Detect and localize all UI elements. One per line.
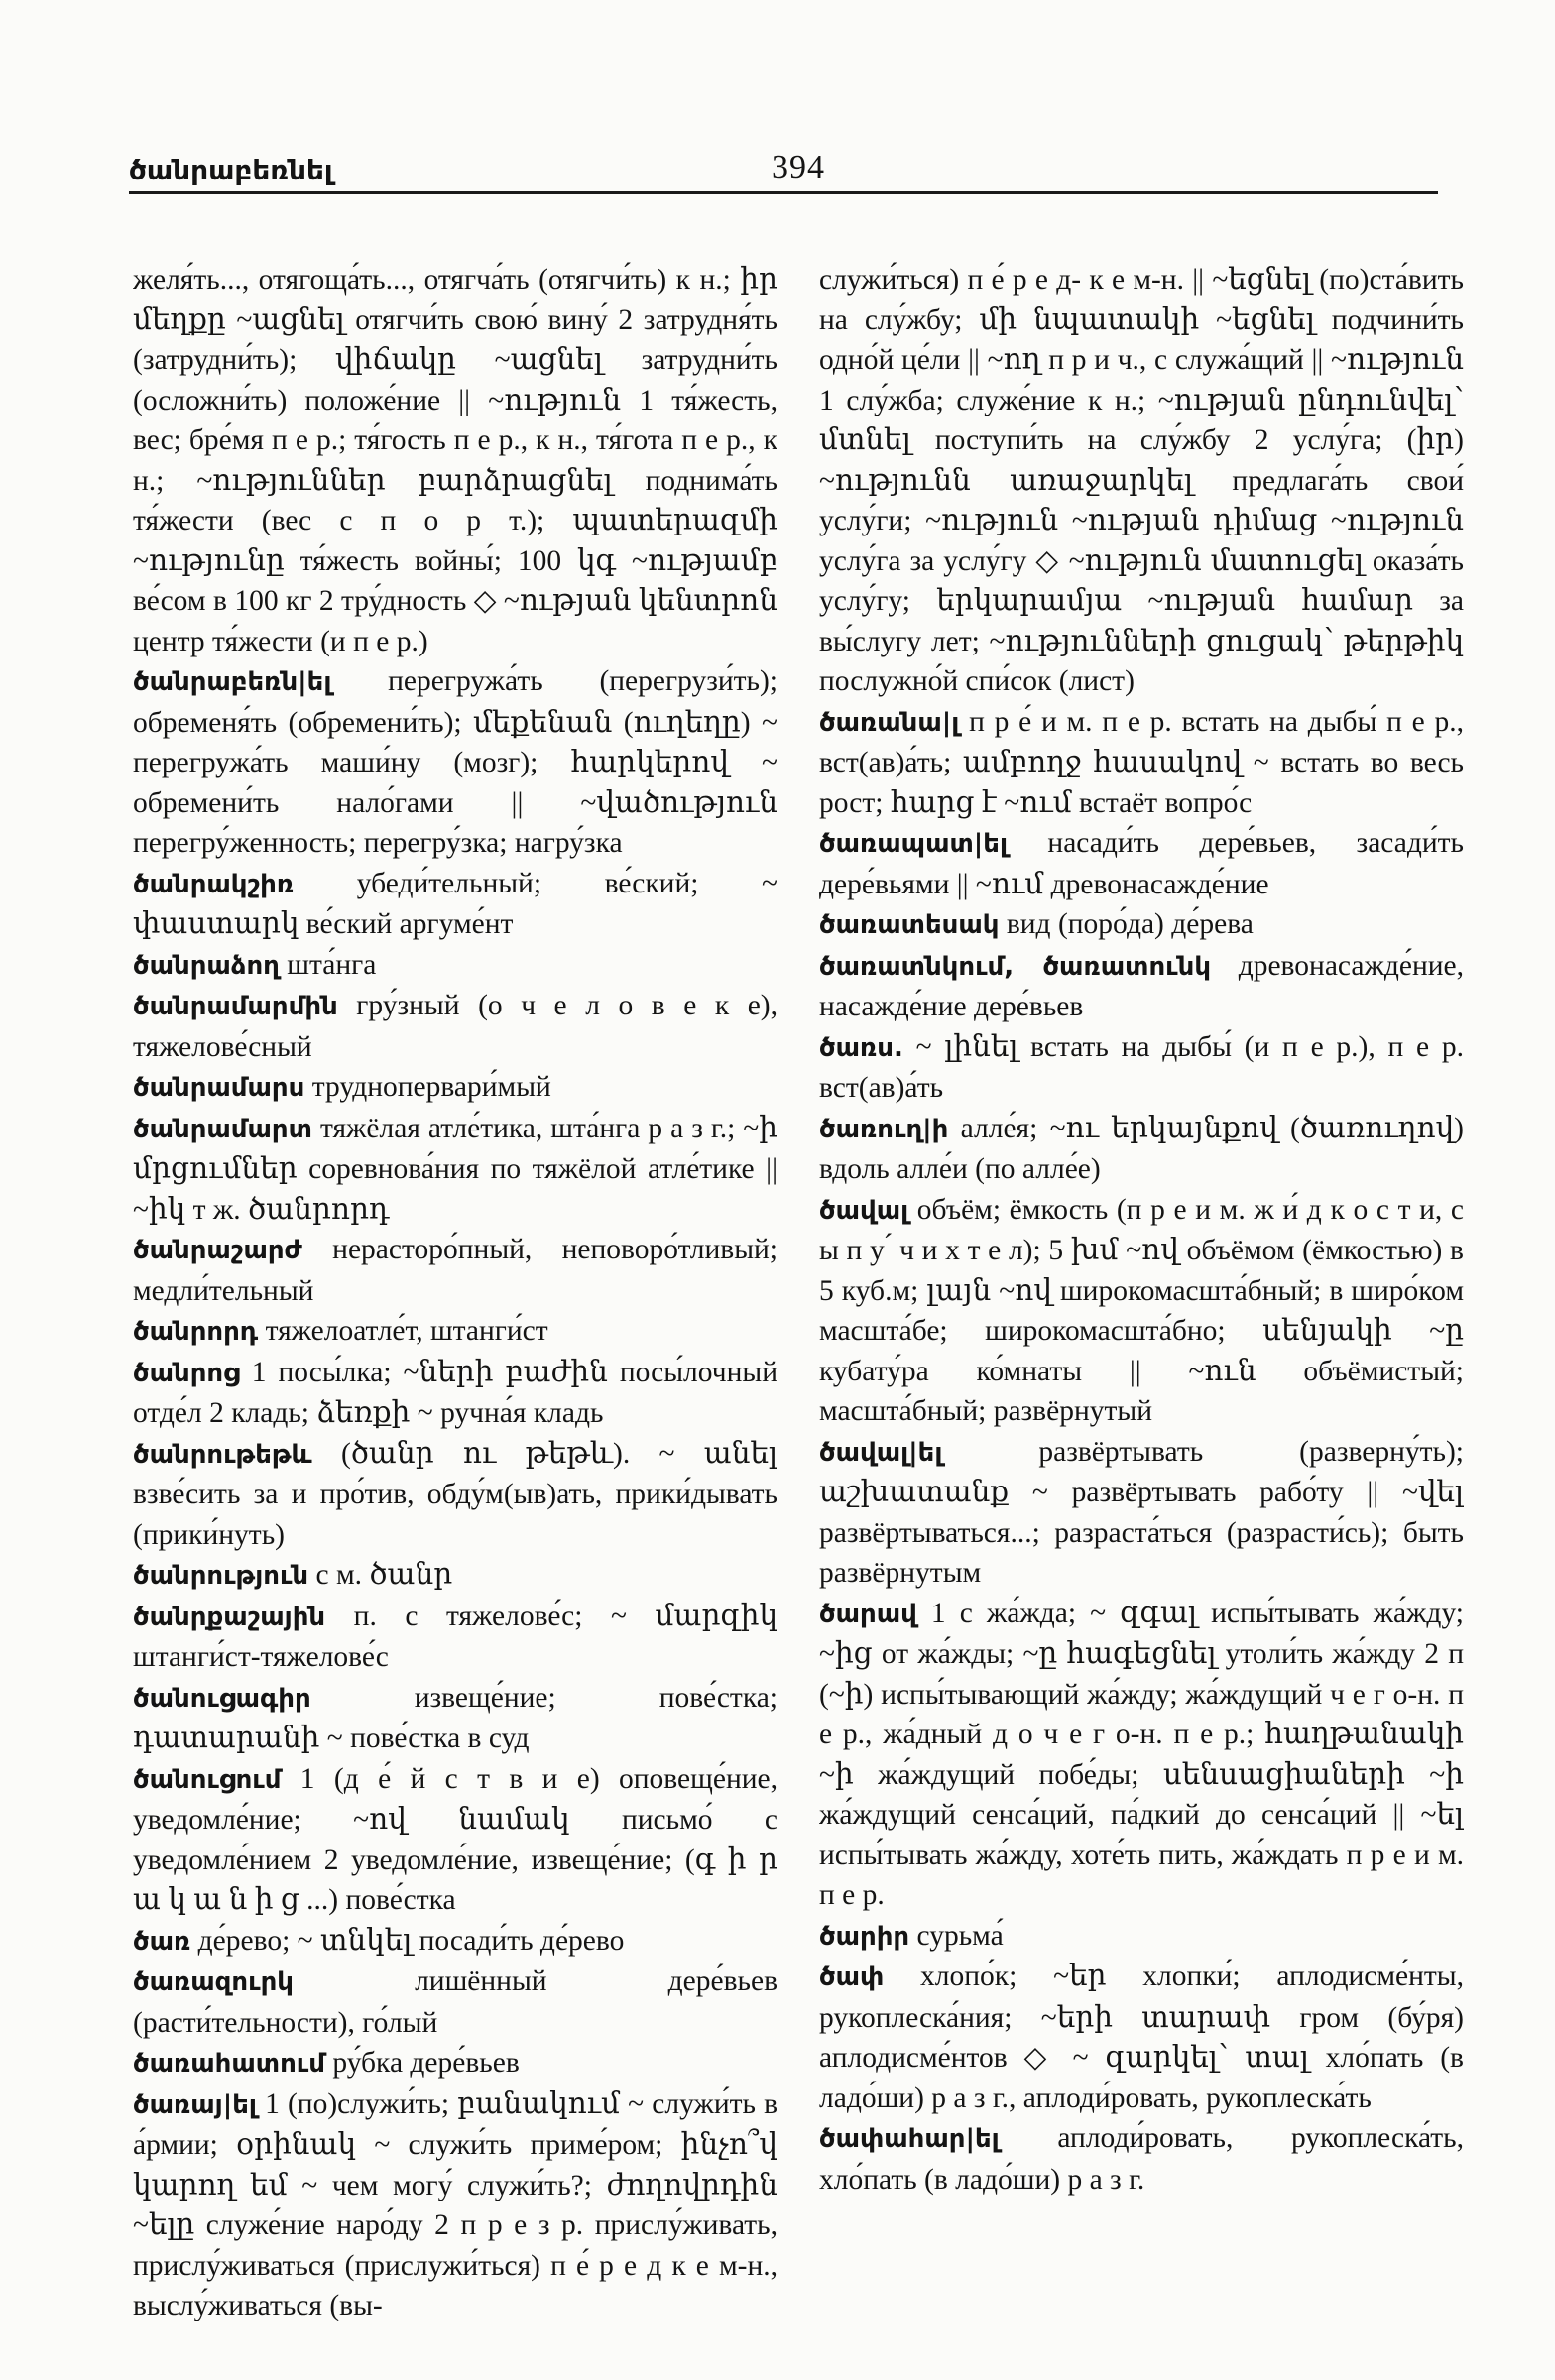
entry-definition: п р е́ и м. п е р. встать на дыбы́ п е р., вст(ав)а́ть; ամբողջ հասակով ~ встать во весь рост; հարց է ~ում встаёт вопро́с	[819, 705, 1464, 819]
entry-headword: ծանրոց	[133, 1358, 240, 1388]
dictionary-entry	[819, 1957, 1464, 2118]
entry-headword: ծանուցում	[133, 1764, 282, 1795]
entry-definition: объём; ёмкость (п р е и м. ж и́ д к о с т и, с ы п у ́ ч и х т е л); 5 խմ ~ով объёмом (ёмкостью) в 5 куб.м; լայն ~ով широкомасшта́бный; в широ́ком масшта́бе; широкомасшта́бно; սենյակի ~ը кубату́ра ко́мнаты || ~ուն объёмистый; масшта́бный; развёрнутый	[819, 1193, 1464, 1427]
dictionary-entry	[133, 1230, 778, 1311]
entry-definition: ру́бка дере́вьев	[332, 2047, 520, 2079]
dictionary-entry	[819, 946, 1464, 1027]
entry-headword: ծանրամարմին	[133, 992, 338, 1021]
entry-headword: ծառանա|լ	[819, 707, 960, 738]
entry-definition: гру́зный (о ч е л о в е к е), тяжелове́сный	[133, 990, 778, 1063]
entry-definition: аплоди́ровать, рукоплеска́ть, хло́пать (в ладо́ши) р а з г.	[819, 2122, 1464, 2196]
entry-headword: ծանրաձող	[133, 950, 280, 981]
entry-definition: развёртывать (разверну́ть); աշխատանք ~ развёртывать рабо́ту || ~վել развёртываться...; разраста́ться (разрасти́сь); быть развёрнутым	[819, 1435, 1464, 1589]
dictionary-entry	[133, 260, 778, 661]
dictionary-entry	[133, 986, 778, 1067]
right-column	[819, 260, 1464, 2352]
dictionary-entry	[133, 1597, 778, 1678]
entry-headword: ծարավ	[819, 1599, 917, 1629]
dictionary-entry	[133, 2043, 778, 2084]
dictionary-entry	[133, 1678, 778, 1759]
entry-headword: ծառահատում	[133, 2049, 325, 2079]
entry-headword: ծարիր	[819, 1921, 910, 1952]
entry-definition: сурьма́	[916, 1919, 1004, 1952]
entry-definition: древонасажде́ние, насажде́ние дере́вьев	[819, 949, 1464, 1022]
entry-headword: ծափ	[819, 1963, 885, 1992]
entry-headword: ծանրություն	[133, 1561, 309, 1591]
dictionary-entry	[133, 661, 778, 864]
dictionary-entry	[133, 1921, 778, 1963]
dictionary-entry	[133, 1759, 778, 1921]
entry-headword: ծառայ|ել	[133, 2089, 257, 2120]
dictionary-entry	[133, 2084, 778, 2326]
entry-headword: ծանրքաշային	[133, 1602, 326, 1632]
entry-definition: ~ լինել встать на дыбы́ (и п е р.), п е р. вст(ав)а́ть	[819, 1030, 1464, 1104]
dictionary-entry	[819, 702, 1464, 824]
entry-definition: алле́я; ~ու երկայնքով (ծառուղով) вдоль алле́и (по алле́е)	[819, 1112, 1464, 1185]
entry-headword: ծափահար|ել	[819, 2124, 1000, 2154]
entry-definition: (ծանր ու թեթև). ~ անել взве́сить за и про́тив, обду́м(ыв)ать, прики́дывать (прики́нуть)	[133, 1437, 778, 1551]
running-head: ծանրաբեռնել	[129, 154, 333, 186]
dictionary-entry	[819, 904, 1464, 946]
entry-definition: нерасторо́пный, неповоро́тливый; медли́тельный	[133, 1234, 778, 1307]
dictionary-entry	[819, 1109, 1464, 1190]
entry-definition: тяжёлая атле́тика, шта́нга р а з г.; ~ի մրցումներ соревнова́ния по тяжёлой атле́тике || ~իկ т ж. ծանրորդ	[133, 1112, 778, 1226]
dictionary-entry	[133, 1434, 778, 1556]
dictionary-entry	[819, 823, 1464, 904]
dictionary-entry	[819, 2118, 1464, 2200]
entry-definition: с м. ծանր	[315, 1559, 453, 1591]
dictionary-entry	[133, 945, 778, 987]
entry-headword: ծանրամարս	[133, 1073, 305, 1103]
dictionary-entry	[819, 1916, 1464, 1958]
dictionary-entry	[133, 1067, 778, 1109]
entry-definition: тяжелоатле́т, штанги́ст	[265, 1315, 548, 1347]
entry-headword: ծառազուրկ	[133, 1967, 294, 1997]
entry-headword: ծառատեսակ	[819, 910, 1000, 940]
dictionary-entry	[133, 1353, 778, 1434]
entry-headword: ծավալ|ել	[819, 1437, 943, 1468]
entry-definition: труднопервари́мый	[311, 1071, 551, 1103]
entry-definition: 1 (по)служи́ть; բանակում ~ служи́ть в а́рмии; օրինակ ~ служи́ть приме́ром; ինչո՞վ կարող եմ ~ чем могу́ служи́ть?; ժողովրդին ~ելը служе́ние наро́ду 2 п р е з р. прислу́живать, прислу́живаться (прислужи́ться) п е́ р е д к е м-н., выслу́живаться (вы-	[133, 2087, 778, 2321]
entry-definition: де́рево; ~ տնկել посади́ть де́рево	[197, 1924, 625, 1957]
entry-definition: насади́ть дере́вьев, засади́ть дере́вьями || ~ում древонасажде́ние	[819, 827, 1464, 900]
entry-headword: ծանրաբեռն|ել	[133, 667, 332, 697]
left-column	[133, 260, 778, 2352]
page-number: 394	[772, 149, 825, 185]
dictionary-entry	[133, 1555, 778, 1597]
entry-headword: ծառապատ|ել	[819, 829, 1008, 859]
entry-definition: служи́ться) п е́ р е д- к е м-н. || ~եցնել (по)ста́вить на слу́жбу; մի նպատակի ~եցնել подчини́ть одно́й це́ли || ~ող п р и ч., с служа́щий || ~ություն 1 слу́жба; служе́ние к н.; ~ության ընդունվել՝ մտնել поступи́ть на слу́жбу 2 услу́га; (իր) ~ությունն առաջարկել предлага́ть свои́ услу́ги; ~ություն ~ության դիմաց ~ություն услу́га за услу́гу ◇ ~ություն մատուցել оказа́ть услу́гу; երկարամյա ~ության համար за вы́слугу лет; ~ությունների ցուցակ՝ թերթիկ послужно́й спи́сок (лист)	[819, 264, 1464, 697]
header-rule	[129, 191, 1438, 194]
dictionary-entry	[819, 1594, 1464, 1916]
entry-headword: ծառուղ|ի	[819, 1114, 949, 1144]
dictionary-entry	[819, 1027, 1464, 1109]
entry-definition: лишённый дере́вьев (расти́тельности), го́лый	[133, 1965, 778, 2039]
entry-headword: ծանրութեթև	[133, 1439, 312, 1470]
entry-definition: перегружа́ть (перегрузи́ть); обременя́ть (обремени́ть); մեքենան (ուղեղը) ~ перегружа́ть маши́ну (мозг); հարկերով ~ обремени́ть нало́гами || ~վածություն перегру́женность; перегру́зка; нагру́зка	[133, 665, 778, 859]
entry-headword: ծանրորդ	[133, 1317, 259, 1347]
entry-headword: ծառատնկում, ծառատունկ	[819, 951, 1212, 982]
dictionary-entry	[133, 1109, 778, 1231]
dictionary-entry	[133, 1311, 778, 1353]
entry-definition: убеди́тельный; ве́ский; ~ փաստարկ ве́ский аргуме́нт	[133, 867, 778, 940]
entry-headword: ծանրաշարժ	[133, 1236, 302, 1265]
entry-definition: вид (поро́да) де́рева	[1006, 908, 1254, 940]
entry-headword: ծանրամարտ	[133, 1114, 312, 1144]
entry-definition: хлопо́к; ~եր хлопки́; аплодисме́нты, рукоплеска́ния; ~երի տարափ гром (бу́ря) аплодисме́нтов ◇ ~ զարկել՝ տալ хло́пать (в ладо́ши) р а з г., аплоди́ровать, рукоплеска́ть	[819, 1961, 1464, 2114]
entry-headword: ծանուցագիր	[133, 1683, 311, 1714]
entry-definition: 1 с жа́жда; ~ զգալ испы́тывать жа́жду; ~ից от жа́жды; ~ը հագեցնել утоли́ть жа́жду 2 п (~ի) испы́тывающий жа́жду; жа́ждущий ч е г о-н. п е р., жа́дный д о ч е г о-н. п е р.; հաղթանակի ~ի жа́ждущий побе́ды; սենսացիաների ~ի жа́ждущий сенса́ций, па́дкий до сенса́ций || ~ել испы́тывать жа́жду, хоте́ть пить, жа́ждать п р е и м. п е р.	[819, 1597, 1464, 1911]
entry-headword: ծառս.	[819, 1032, 903, 1063]
entry-definition: извеще́ние; пове́стка; դատարանի ~ пове́стка в суд	[133, 1681, 778, 1754]
dictionary-entry	[819, 1190, 1464, 1432]
entry-definition: 1 посы́лка; ~ների բաժին посы́лочный отде́л 2 кладь; ձեռքի ~ ручна́я кладь	[133, 1356, 778, 1429]
dictionary-entry	[133, 864, 778, 945]
entry-definition: шта́нга	[287, 948, 377, 981]
dictionary-entry	[819, 1432, 1464, 1594]
dictionary-entry	[133, 1962, 778, 2043]
entry-definition: 1 (д е́ й с т в и е) оповеще́ние, уведомле́ние; ~ով նամակ письмо́ с уведомле́нием 2 уведомле́ние, извеще́ние; (գ ի ր ա կ ա ն ի ց ...) пове́стка	[133, 1762, 778, 1916]
dictionary-entry	[819, 260, 1464, 702]
entry-definition: п. с тяжелове́с; ~ մարզիկ штанги́ст-тяжелове́с	[133, 1600, 778, 1673]
entry-headword: ծանրակշիռ	[133, 869, 295, 899]
entry-headword: ծառ	[133, 1926, 191, 1957]
entry-definition: желя́ть..., отягоща́ть..., отягча́ть (отягчи́ть) к н.; իր մեղքը ~ացնել отягчи́ть свою́ вину́ 2 затрудня́ть (затрудни́ть); վիճակը ~ացնել затрудни́ть (осложни́ть) положе́ние || ~ություն 1 тя́жесть, вес; бре́мя п е р.; тя́гость п е р., к н., тя́гота п е р., к н.; ~ություններ բարձրացնել поднима́ть тя́жести (вес с п о р т.); պատերազմի ~ությունը тя́жесть войны́; 100 կգ ~ությամբ ве́сом в 100 кг 2 тру́дность ◇ ~ության կենտրոն центр тя́жести (и п е р.)	[133, 264, 778, 657]
entry-headword: ծավալ	[819, 1195, 909, 1226]
